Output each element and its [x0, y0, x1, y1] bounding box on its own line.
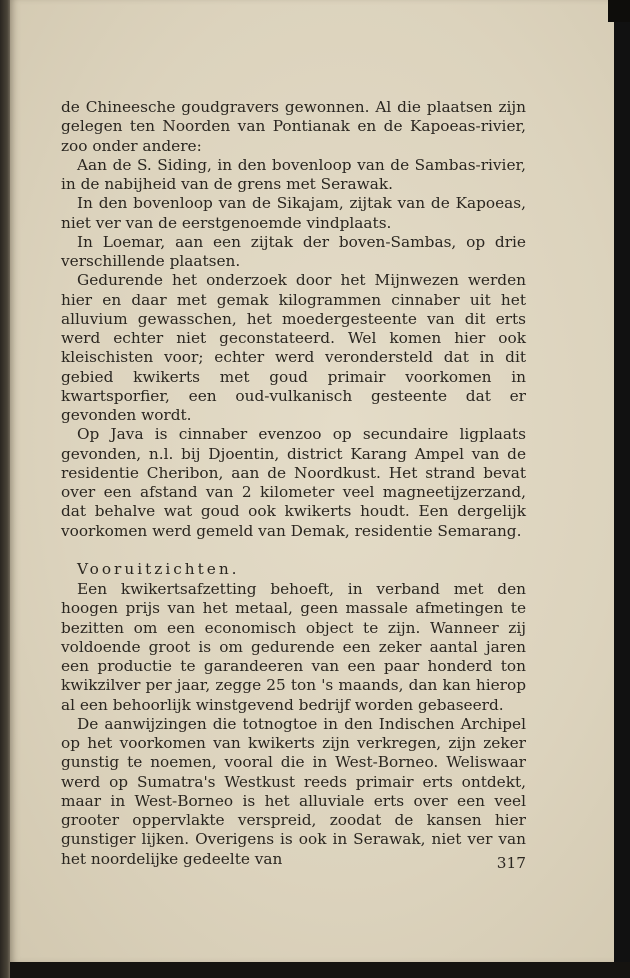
page-right-edge	[614, 10, 630, 968]
corner-shadow	[608, 0, 630, 22]
paragraph: Gedurende het onderzoek door het Mijnwezen werden hier en daar met gemak kilogrammen cinnaber uit het alluvium gewasschen, het moedergesteente van dit erts werd echter niet geconstateerd. Wel komen hier ook kleischisten voor; echter werd verondersteld dat in dit gebied kwikerts met goud primair voorkomen in kwartsporfier, een oud-vulkanisch gesteente dat er gevonden wordt.	[61, 271, 526, 424]
page-bottom-edge	[10, 962, 630, 978]
page-number: 317	[496, 854, 526, 872]
paragraph: Een kwikertsafzetting behoeft, in verband met den hoogen prijs van het metaal, geen massale afmetingen te bezitten om een economisch object te zijn. Wanneer zij voldoende groot is om gedurende een zeker aantal jaren een productie te garandeeren van een paar honderd ton kwikzilver per jaar, zegge 25 ton 's maands, dan kan hierop al een behoorlijk winstgevend bedrijf worden gebaseerd.	[61, 580, 526, 714]
paragraph: de Chineesche goudgravers gewonnen. Al die plaatsen zijn gelegen ten Noorden van Pontianak en de Kapoeas-rivier, zoo onder andere:	[61, 98, 526, 155]
paragraph: Aan de S. Siding, in den bovenloop van de Sambas-rivier, in de nabijheid van de grens met Serawak.	[61, 155, 526, 193]
section-heading: Vooruitzichten.	[77, 559, 240, 578]
paragraph: In Loemar, aan een zijtak der boven-Sambas, op drie verschillende plaatsen.	[61, 232, 526, 270]
paragraph: In den bovenloop van de Sikajam, zijtak van de Kapoeas, niet ver van de eerstgenoemde vindplaats.	[61, 194, 526, 232]
paragraph: De aanwijzingen die totnogtoe in den Indischen Archipel op het voorkomen van kwikerts zijn verkregen, zijn zeker gunstig te noemen, vooral die in West-Borneo. Weliswaar werd op Sumatra's Westkust reeds primair erts ontdekt, maar in West-Borneo is het alluviale erts over een veel grooter oppervlakte verspreid, zoodat de kansen hier gunstiger lijken. Overigens is ook in Serawak, niet ver van het noordelijke gedeelte van	[61, 714, 526, 868]
body-text	[61, 98, 526, 869]
paragraph: Op Java is cinnaber evenzoo op secundaire ligplaats gevonden, n.l. bij Djoentin, district Karang Ampel van de residentie Cheribon, aan de Noordkust. Het strand bevat over een afstand van 2 kilometer veel magneetijzerzand, dat behalve wat goud ook kwikerts houdt. Een dergelijk voorkomen werd gemeld van Demak, residentie Semarang.	[61, 425, 526, 540]
